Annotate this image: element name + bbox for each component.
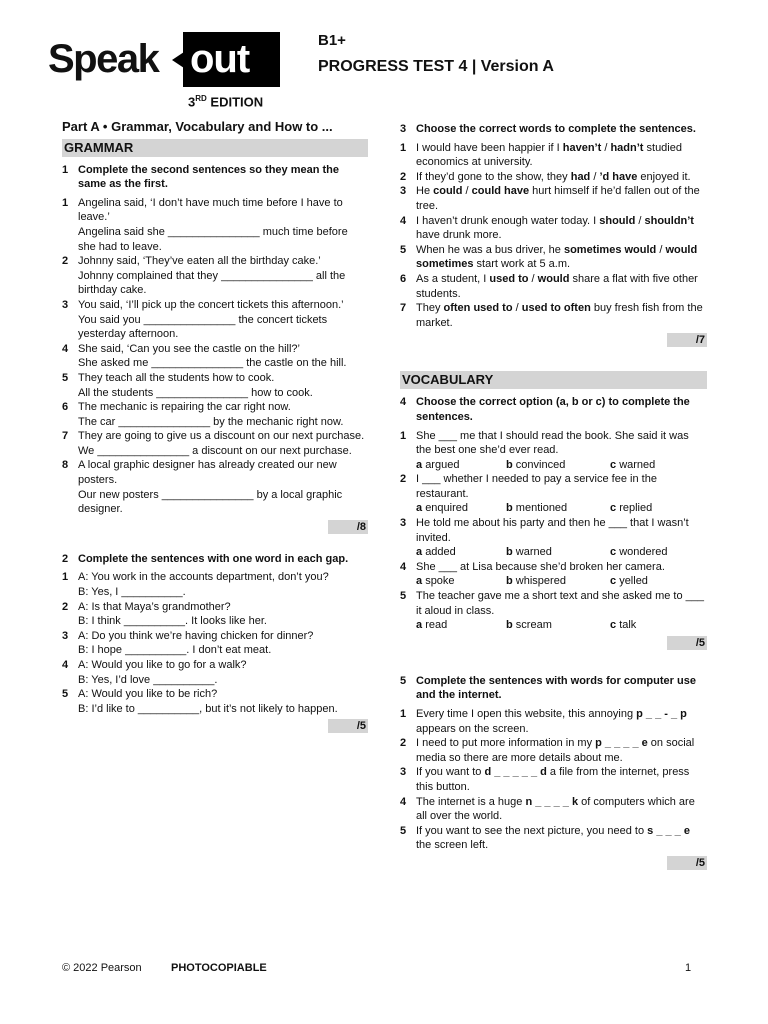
question-item [62, 196, 368, 254]
question-text: She ___ me that I should read the book. She said it was the best one she’d ever read. [416, 429, 689, 457]
answer-option: sometimes would [563, 243, 657, 256]
question-item [62, 629, 368, 658]
task-instruction [400, 674, 707, 703]
question-text [78, 342, 368, 371]
question-number: 1 [400, 141, 407, 154]
question-line: The car _______________ by the mechanic right now. [78, 415, 344, 428]
question-number: 3 [400, 766, 407, 779]
question-item [62, 371, 368, 400]
question-fragment: / [601, 141, 611, 154]
question-fragment: I would have been happier if I [416, 141, 563, 154]
question-fragment: of computers which are all over the world. [416, 795, 695, 823]
question-line: Angelina said, ‘I don’t have much time before I have to leave.’ [78, 196, 343, 224]
question-item [400, 272, 707, 301]
question-number: 8 [62, 459, 69, 472]
question-text [78, 687, 368, 716]
question-item [62, 342, 368, 371]
question-fragment: share a flat with five other students. [416, 272, 698, 300]
question-number: 3 [400, 185, 407, 198]
question-item [400, 429, 707, 458]
question-text [78, 196, 368, 254]
question-fragment: / [462, 185, 472, 198]
question-text [78, 429, 368, 458]
edition-number: 3 [188, 94, 196, 110]
score-label: /8 [328, 520, 368, 534]
question-number: 2 [62, 600, 69, 613]
task-4 [400, 395, 707, 650]
question-number: 4 [62, 659, 69, 671]
task-instruction-text: Choose the correct words to complete the sentences. [416, 123, 696, 135]
task-3 [400, 122, 707, 347]
question-fragment: If you want to see the next picture, you need to [416, 824, 648, 837]
option-text: replied [619, 502, 653, 515]
option [416, 458, 506, 473]
question-line: B: I hope __________. I don’t eat meat. [78, 644, 272, 657]
question-number: 6 [400, 272, 407, 285]
question-fragment: have drunk more. [416, 229, 502, 242]
page-number: 1 [685, 962, 692, 974]
question-text [78, 629, 368, 658]
question-item [62, 254, 368, 298]
question-line: A: Is that Maya’s grandmother? [78, 600, 231, 613]
option-text: yelled [619, 575, 648, 588]
option [610, 545, 700, 560]
options-row [400, 501, 707, 516]
question-item [400, 214, 707, 243]
question-fragment: a file from the internet, press this button. [416, 766, 690, 793]
option [610, 458, 700, 473]
grammar-heading: GRAMMAR [62, 139, 368, 157]
vocabulary-heading: VOCABULARY [400, 371, 707, 389]
left-column [62, 120, 368, 733]
logo-speak: Speak [48, 37, 159, 81]
question-fragment: They [416, 302, 444, 315]
question-fragment: He [416, 185, 434, 198]
question-text [78, 298, 368, 342]
question-number: 2 [400, 737, 407, 750]
answer-option: used to [489, 272, 529, 285]
footer-copyright: © 2022 Pearson [62, 962, 142, 974]
question-text [416, 141, 707, 170]
option-text: read [425, 619, 448, 632]
question-number: 5 [62, 688, 69, 701]
question-text [416, 243, 707, 272]
question-text [78, 371, 368, 400]
question-text [416, 824, 707, 853]
question-number: 4 [400, 560, 407, 573]
option-letter: c [610, 575, 617, 588]
score-box [400, 856, 707, 870]
option-letter: a [416, 619, 423, 632]
score-box [62, 719, 368, 733]
question-line: The mechanic is repairing the car right now. [78, 401, 291, 414]
option-text: mentioned [515, 502, 568, 515]
question-number: 5 [400, 590, 407, 603]
edition-label [188, 94, 263, 109]
question-text [78, 400, 368, 429]
question-line: We _______________ a discount on our next purchase. [78, 444, 352, 457]
question-fragment: / [512, 302, 522, 315]
question-fragment: The internet is a huge [416, 795, 526, 808]
question-item [400, 824, 707, 853]
question-fragment: appears on the screen. [416, 722, 529, 735]
option-text: enquired [425, 502, 469, 515]
option-text: talk [619, 619, 637, 632]
question-line: A: Would you like to go for a walk? [78, 659, 247, 671]
question-fragment: the screen left. [416, 839, 489, 852]
question-item [400, 707, 707, 736]
question-text: She ___ at Lisa because she’d broken her camera. [416, 560, 665, 573]
option-text: wondered [619, 546, 668, 559]
question-text: I ___ whether I needed to pay a service fee in the restaurant. [416, 473, 657, 500]
task-instruction-text: Choose the correct option (a, b or c) to complete the sentences. [416, 396, 690, 423]
question-fragment: enjoyed it. [637, 170, 691, 183]
option-letter: c [610, 619, 617, 632]
option-letter: c [610, 458, 617, 471]
option [506, 545, 610, 560]
question-number: 5 [400, 824, 407, 837]
logo-out: out [190, 37, 250, 81]
option [610, 618, 700, 633]
question-text [78, 570, 368, 599]
answer-option: d _ _ _ _ _ d [484, 766, 547, 779]
right-column [400, 122, 707, 870]
answer-option: would [537, 272, 570, 285]
level-label: B1+ [318, 32, 346, 49]
edition-suffix: RD [195, 94, 207, 103]
question-number: 4 [400, 795, 407, 808]
answer-option: hadn’t [610, 141, 644, 154]
question-item [62, 600, 368, 629]
answer-option: haven’t [562, 141, 602, 154]
score-label: /5 [667, 856, 707, 870]
question-number: 1 [62, 196, 69, 209]
question-fragment: If they’d gone to the show, they [416, 170, 571, 183]
question-number: 4 [62, 342, 69, 355]
question-line: B: Yes, I’d love __________. [78, 673, 218, 686]
question-text: He told me about his party and then he ___ that I wasn’t invited. [416, 517, 689, 544]
question-line: A: You work in the accounts department, don’t you? [78, 571, 329, 584]
question-line: Johnny complained that they _______________ all the birthday cake. [78, 269, 346, 297]
question-line: A: Do you think we’re having chicken for dinner? [78, 629, 314, 642]
question-fragment: on social media so there are more details about me. [416, 737, 695, 764]
option-letter: a [416, 546, 423, 559]
question-text [78, 600, 368, 629]
question-line: Our new posters _______________ by a local graphic designer. [78, 488, 343, 516]
option [506, 574, 610, 589]
question-item [62, 400, 368, 429]
question-number: 1 [400, 429, 407, 442]
question-line: She said, ‘Can you see the castle on the hill?’ [78, 342, 300, 355]
option-letter: b [506, 546, 513, 559]
task-instruction [62, 163, 368, 192]
question-fragment: As a student, I [416, 272, 490, 285]
question-line: You said you _______________ the concert tickets yesterday afternoon. [78, 313, 328, 341]
footer-photocopiable: PHOTOCOPIABLE [171, 962, 267, 974]
question-item [62, 570, 368, 599]
option [610, 501, 700, 516]
task-2 [62, 552, 368, 734]
option-letter: b [506, 575, 513, 588]
task-instruction [400, 395, 707, 424]
score-label: /7 [667, 333, 707, 347]
task-1 [62, 163, 368, 534]
option-letter: c [610, 502, 617, 515]
question-fragment: buy fresh fish from the market. [416, 302, 703, 329]
question-fragment: Every time I open this website, this annoying [416, 708, 637, 720]
options-row [400, 618, 707, 633]
question-item [400, 301, 707, 330]
question-number: 7 [400, 302, 407, 315]
question-line: B: Yes, I __________. [78, 586, 186, 599]
option-letter: b [506, 458, 513, 471]
score-label: /5 [667, 636, 707, 650]
question-item [62, 298, 368, 342]
question-fragment: When he was a bus driver, he [416, 243, 564, 256]
task-instruction [62, 552, 368, 567]
options-row [400, 574, 707, 589]
question-number: 4 [400, 214, 407, 227]
question-line: B: I think __________. It looks like her. [78, 615, 267, 628]
question-number: 7 [62, 430, 69, 443]
option-text: argued [425, 458, 460, 471]
task-number: 4 [400, 396, 407, 409]
task-instruction-text: Complete the sentences with one word in each gap. [78, 552, 349, 565]
question-text [416, 795, 707, 824]
question-item [400, 184, 707, 213]
option [416, 501, 506, 516]
question-text [416, 184, 707, 213]
answer-option: could have [471, 185, 530, 198]
edition-word: EDITION [210, 94, 264, 110]
question-text [416, 707, 707, 736]
option [506, 618, 610, 633]
question-line: All the students _______________ how to cook. [78, 386, 313, 399]
option-letter: b [506, 619, 513, 632]
question-number: 3 [62, 298, 69, 311]
question-line: They are going to give us a discount on our next purchase. [78, 430, 365, 443]
score-box [400, 636, 707, 650]
question-number: 2 [62, 255, 69, 268]
question-number: 3 [400, 517, 407, 530]
question-line: She asked me _______________ the castle on the hill. [78, 357, 347, 370]
score-box [400, 333, 707, 347]
question-fragment: / [656, 243, 666, 256]
question-item [400, 589, 707, 618]
answer-option: s _ _ _ e [647, 824, 690, 837]
question-fragment: hurt himself if he’d fallen out of the tree. [416, 185, 700, 212]
options-row [400, 458, 707, 473]
answer-option: would sometimes [416, 243, 698, 271]
option [416, 618, 506, 633]
part-title: Part A • Grammar, Vocabulary and How to ... [62, 119, 333, 134]
task-5 [400, 674, 707, 870]
question-line: A: Would you like to be rich? [78, 688, 218, 701]
question-item [62, 687, 368, 716]
answer-option: could [433, 185, 463, 198]
question-text [78, 254, 368, 298]
answer-option: used to often [521, 302, 591, 315]
option [610, 574, 700, 589]
question-item [400, 141, 707, 170]
answer-option: shouldn’t [644, 214, 694, 227]
task-instruction [400, 122, 707, 137]
question-text [416, 272, 707, 301]
question-number: 2 [400, 473, 407, 486]
question-number: 5 [400, 243, 407, 256]
question-item [400, 736, 707, 765]
question-text [416, 736, 707, 765]
question-item [62, 658, 368, 687]
option [506, 458, 610, 473]
answer-option: p _ _ - _ p [636, 708, 687, 720]
option-letter: a [416, 458, 423, 471]
question-text [416, 170, 707, 185]
option-letter: a [416, 575, 423, 588]
task-number: 3 [400, 123, 407, 135]
answer-option: should [599, 214, 636, 227]
question-number: 5 [62, 371, 69, 384]
question-number: 2 [400, 170, 407, 183]
score-label: /5 [328, 719, 368, 733]
question-number: 6 [62, 401, 69, 414]
question-line: B: I’d like to __________, but it’s not likely to happen. [78, 702, 338, 715]
option [506, 501, 610, 516]
question-text [416, 301, 707, 330]
answer-option: p _ _ _ _ e [595, 737, 648, 750]
option-letter: c [610, 546, 617, 559]
test-title: PROGRESS TEST 4 | Version A [318, 58, 554, 75]
question-fragment: If you want to [416, 766, 485, 779]
option-letter: b [506, 502, 513, 515]
question-text [416, 765, 707, 794]
option-text: convinced [515, 458, 566, 471]
question-item [400, 560, 707, 575]
question-item [400, 170, 707, 185]
option-text: added [425, 546, 456, 559]
option-text: warned [515, 546, 552, 559]
option [416, 545, 506, 560]
question-line: You said, ‘I’ll pick up the concert tickets this afternoon.’ [78, 298, 344, 311]
score-box [62, 520, 368, 534]
question-line: A local graphic designer has already created our new posters. [78, 459, 337, 487]
answer-option: ’d have [599, 170, 638, 183]
options-row [400, 545, 707, 560]
task-number: 1 [62, 163, 69, 176]
task-instruction-text: Complete the sentences with words for computer use and the internet. [416, 674, 696, 702]
question-item [400, 795, 707, 824]
option-text: whispered [515, 575, 566, 588]
option-text: spoke [425, 575, 455, 588]
task-instruction-text: Complete the second sentences so they mean the same as the first. [78, 163, 340, 191]
question-item [400, 472, 707, 501]
question-number: 1 [400, 708, 407, 720]
answer-option: often used to [443, 302, 513, 315]
answer-option: had [570, 170, 591, 183]
question-line: Johnny said, ‘They’ve eaten all the birthday cake.’ [78, 255, 321, 268]
option-letter: a [416, 502, 423, 515]
question-item [62, 429, 368, 458]
option-text: scream [515, 619, 552, 632]
option-text: warned [619, 458, 656, 471]
question-fragment: I need to put more information in my [416, 737, 596, 750]
question-text [416, 214, 707, 243]
question-fragment: / [590, 170, 600, 183]
question-item [400, 243, 707, 272]
question-line: Angelina said she _______________ much time before she had to leave. [78, 225, 348, 253]
question-fragment: I haven’t drunk enough water today. I [416, 214, 600, 227]
question-number: 1 [62, 571, 69, 584]
task-number: 2 [62, 552, 69, 565]
question-fragment: studied economics at university. [416, 141, 682, 169]
question-fragment: / [635, 214, 645, 227]
question-text: The teacher gave me a short text and she asked me to ___ it aloud in class. [416, 590, 705, 617]
option [416, 574, 506, 589]
question-text [78, 658, 368, 687]
question-line: They teach all the students how to cook. [78, 371, 275, 384]
question-fragment: start work at 5 a.m. [473, 258, 571, 271]
question-text [78, 458, 368, 516]
question-item [400, 765, 707, 794]
question-item [400, 516, 707, 545]
question-item [62, 458, 368, 516]
question-number: 3 [62, 629, 69, 642]
answer-option: n _ _ _ _ k [525, 795, 579, 808]
question-fragment: / [528, 272, 538, 285]
task-number: 5 [400, 674, 407, 687]
